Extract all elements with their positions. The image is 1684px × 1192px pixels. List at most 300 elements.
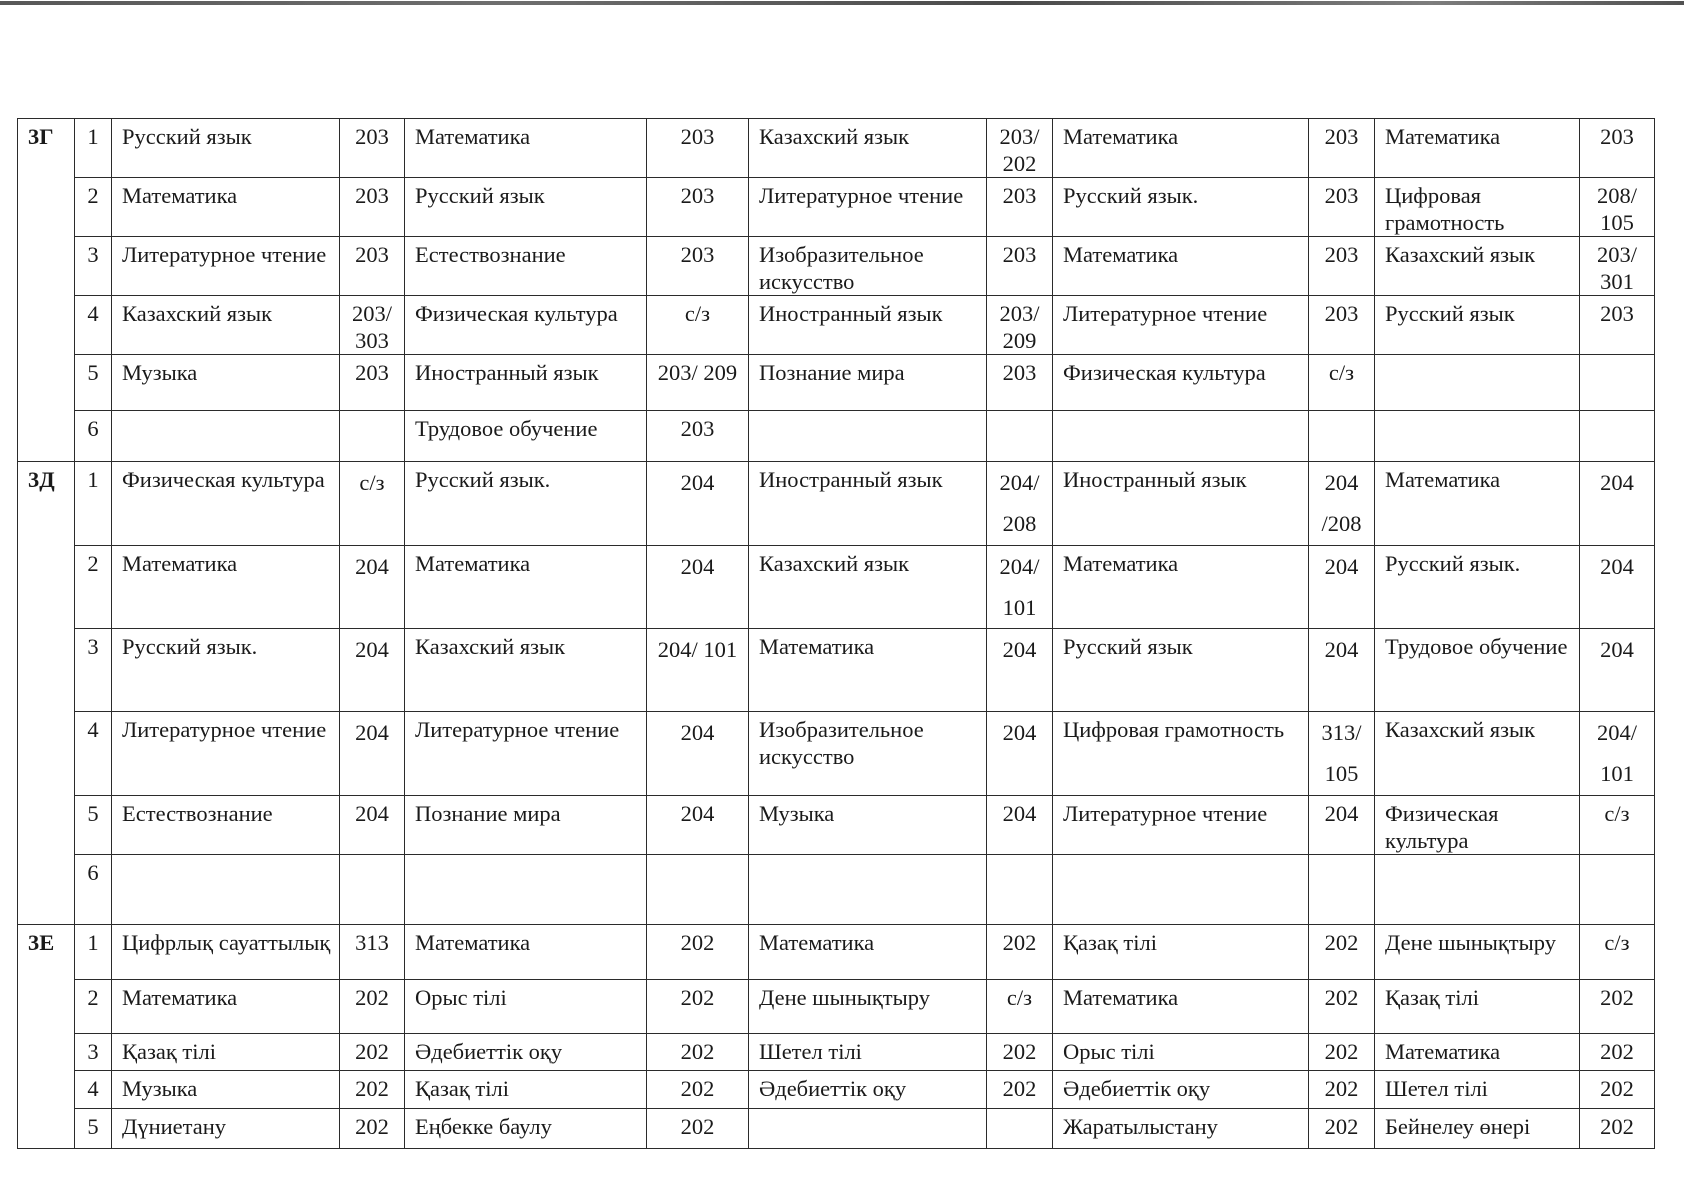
subject (405, 855, 646, 859)
room-number: 204 (1002, 637, 1037, 662)
lesson-number-cell (75, 178, 112, 237)
subject: Математика (759, 634, 875, 659)
lesson-row (18, 355, 1655, 411)
subject-cell (405, 796, 647, 855)
subject: Жаратылыстану (1063, 1114, 1218, 1139)
subject: Дене шынықтыру (759, 985, 930, 1010)
subject: Казахский язык (759, 124, 910, 149)
lesson-row (18, 1071, 1655, 1109)
room-number: 203 (355, 242, 389, 267)
room-number: 202 (355, 1039, 389, 1064)
room-cell (340, 1109, 405, 1149)
room-cell (340, 237, 405, 296)
room-cell (340, 712, 405, 796)
room-cell (987, 411, 1053, 462)
room-cell (1580, 1034, 1655, 1071)
room-number (1309, 411, 1374, 415)
scan-edge-line (0, 1, 1684, 5)
subject-cell (1053, 925, 1309, 980)
room-cell (1580, 796, 1655, 855)
subject: Изобразительное искусство (759, 717, 924, 769)
subject: Орыс тілі (1063, 1039, 1155, 1064)
room-number: 202 (355, 1076, 389, 1101)
room-number: 203 (355, 360, 389, 385)
room-cell (1580, 178, 1655, 237)
subject-cell (1375, 712, 1580, 796)
lesson-number: 6 (87, 860, 99, 885)
subject-cell (112, 237, 340, 296)
room-cell (1580, 855, 1655, 925)
subject-cell (749, 178, 987, 237)
room-number: 202 (1324, 985, 1359, 1010)
room-cell (340, 925, 405, 980)
lesson-number: 5 (87, 360, 99, 385)
room-number: 203 (1002, 183, 1037, 208)
subject-cell (749, 796, 987, 855)
room-cell (987, 237, 1053, 296)
room-cell (1580, 546, 1655, 629)
class-name-cell (18, 925, 75, 1149)
timetable-body (18, 119, 1655, 1149)
subject-cell (405, 237, 647, 296)
room-number: 202 (1600, 985, 1634, 1010)
room-number: с/з (1604, 801, 1630, 826)
room-cell (1309, 355, 1375, 411)
subject: Математика (415, 124, 531, 149)
subject-cell (749, 1071, 987, 1109)
room-cell (987, 855, 1053, 925)
lesson-number: 4 (87, 301, 99, 326)
room-cell (647, 119, 749, 178)
room-cell (1309, 237, 1375, 296)
room-number: 203 (1600, 301, 1634, 326)
subject-cell (1053, 1034, 1309, 1071)
subject: Цифровая грамотность (1385, 183, 1505, 235)
subject-cell (405, 925, 647, 980)
lesson-row (18, 796, 1655, 855)
room-number: 204 (1324, 801, 1359, 826)
subject-cell (405, 1109, 647, 1149)
room-number: 203 (1324, 183, 1359, 208)
subject: Физическая культура (415, 301, 618, 326)
lesson-number: 4 (87, 1076, 99, 1101)
subject-cell (1053, 119, 1309, 178)
room-cell (1309, 980, 1375, 1034)
subject-cell (405, 119, 647, 178)
subject: Естествознание (415, 242, 566, 267)
subject-cell (1375, 119, 1580, 178)
subject-cell (405, 178, 647, 237)
subject-cell (112, 178, 340, 237)
subject: Қазақ тілі (1063, 930, 1157, 955)
subject-cell (1375, 855, 1580, 925)
room-cell (647, 546, 749, 629)
subject: Музыка (759, 801, 835, 826)
subject-cell (749, 855, 987, 925)
room-number: 203/ 301 (1596, 242, 1637, 294)
room-number: 202 (680, 1039, 715, 1064)
subject: Музыка (122, 360, 198, 385)
subject-cell (112, 546, 340, 629)
subject: Әдебиеттік оқу (1063, 1076, 1211, 1101)
room-number: с/з (1328, 360, 1355, 385)
subject: Еңбекке баулу (415, 1114, 552, 1139)
subject-cell (112, 119, 340, 178)
room-cell (647, 237, 749, 296)
class-name: 3Е (28, 930, 55, 955)
subject-cell (1375, 980, 1580, 1034)
room-number: 202 (680, 1076, 715, 1101)
subject-cell (112, 925, 340, 980)
subject (1053, 855, 1308, 859)
room-number: 204 (355, 720, 389, 745)
subject-cell (405, 296, 647, 355)
room-number: 203/ 202 (999, 124, 1040, 176)
room-cell (647, 1034, 749, 1071)
room-number: 208/ 105 (1596, 183, 1637, 235)
room-number: 202 (1600, 1114, 1634, 1139)
subject-cell (749, 1034, 987, 1071)
lesson-row (18, 980, 1655, 1034)
subject-cell (749, 462, 987, 546)
room-cell (1309, 629, 1375, 712)
subject-cell (1053, 629, 1309, 712)
subject-cell (1053, 855, 1309, 925)
subject: Иностранный язык (759, 467, 943, 492)
room-cell (340, 980, 405, 1034)
lesson-number-cell (75, 1034, 112, 1071)
room-number: 203 (355, 183, 389, 208)
subject-cell (405, 1071, 647, 1109)
subject-cell (112, 796, 340, 855)
room-cell (1309, 1034, 1375, 1071)
subject: Математика (1063, 985, 1179, 1010)
room-number: 204 (355, 801, 389, 826)
room-number (340, 855, 404, 859)
subject: Физическая культура (122, 467, 325, 492)
subject-cell (749, 119, 987, 178)
subject: Дене шынықтыру (1385, 930, 1556, 955)
subject: Литературное чтение (1063, 301, 1268, 326)
subject: Математика (122, 985, 238, 1010)
room-number: 203 (680, 124, 715, 149)
subject-cell (112, 1034, 340, 1071)
lesson-number: 6 (87, 416, 99, 441)
room-cell (1309, 178, 1375, 237)
room-number: 202 (355, 985, 389, 1010)
room-cell (647, 796, 749, 855)
room-number: 204/ 101 (657, 637, 738, 662)
room-number: 203/ 209 (657, 360, 738, 385)
room-number: 204 (1600, 554, 1634, 579)
subject-cell (112, 855, 340, 925)
subject: Математика (1385, 1039, 1501, 1064)
subject: Шетел тілі (1385, 1076, 1488, 1101)
subject-cell (1053, 355, 1309, 411)
room-cell (647, 980, 749, 1034)
room-cell (647, 296, 749, 355)
subject-cell (1053, 980, 1309, 1034)
class-name: 3Г (28, 124, 54, 149)
subject: Дүниетану (122, 1114, 227, 1139)
room-number: 203/ 303 (351, 301, 392, 353)
subject: Математика (122, 183, 238, 208)
subject-cell (1375, 462, 1580, 546)
subject (1375, 855, 1579, 859)
subject-cell (749, 296, 987, 355)
timetable (17, 118, 1655, 1149)
room-number: 204/ 208 (999, 470, 1040, 536)
room-number: 203 (1002, 360, 1037, 385)
subject: Музыка (122, 1076, 198, 1101)
subject-cell (1375, 1071, 1580, 1109)
room-cell (1580, 712, 1655, 796)
room-number: 202 (680, 1114, 715, 1139)
room-number: 204/ 101 (1596, 720, 1637, 786)
room-number: 313 (355, 930, 389, 955)
subject-cell (1053, 462, 1309, 546)
room-number: 204/ 101 (999, 554, 1040, 620)
room-number: 202 (1324, 930, 1359, 955)
lesson-number: 2 (87, 183, 99, 208)
subject: Математика (122, 551, 238, 576)
subject-cell (405, 980, 647, 1034)
subject: Познание мира (415, 801, 561, 826)
lesson-row (18, 462, 1655, 546)
room-cell (647, 712, 749, 796)
subject: Литературное чтение (1063, 801, 1268, 826)
subject-cell (1053, 546, 1309, 629)
lesson-number-cell (75, 355, 112, 411)
room-cell (340, 411, 405, 462)
room-cell (1309, 796, 1375, 855)
room-number (987, 411, 1052, 415)
room-cell (987, 1109, 1053, 1149)
subject-cell (112, 411, 340, 462)
room-number: 204 /208 (1321, 470, 1362, 536)
subject: Естествознание (122, 801, 273, 826)
subject-cell (405, 629, 647, 712)
room-cell (1309, 1071, 1375, 1109)
room-cell (1309, 462, 1375, 546)
subject (1375, 411, 1579, 415)
subject-cell (749, 629, 987, 712)
room-cell (340, 629, 405, 712)
lesson-row (18, 546, 1655, 629)
room-cell (1580, 1109, 1655, 1149)
subject-cell (405, 855, 647, 925)
subject-cell (1375, 355, 1580, 411)
room-number: 202 (355, 1114, 389, 1139)
room-cell (647, 411, 749, 462)
lesson-number-cell (75, 237, 112, 296)
subject: Иностранный язык (759, 301, 943, 326)
lesson-number-cell (75, 855, 112, 925)
room-cell (1580, 355, 1655, 411)
lesson-number: 1 (87, 930, 99, 955)
room-number: 203 (1324, 124, 1359, 149)
room-cell (987, 462, 1053, 546)
room-cell (340, 355, 405, 411)
lesson-number-cell (75, 1109, 112, 1149)
room-cell (340, 119, 405, 178)
subject-cell (405, 1034, 647, 1071)
room-cell (987, 1034, 1053, 1071)
subject-cell (1375, 796, 1580, 855)
lesson-row (18, 1109, 1655, 1149)
room-cell (1309, 712, 1375, 796)
room-number: 202 (1324, 1114, 1359, 1139)
room-cell (987, 355, 1053, 411)
subject-cell (749, 1109, 987, 1149)
subject: Математика (415, 551, 531, 576)
lesson-number-cell (75, 796, 112, 855)
room-number (647, 855, 748, 859)
subject-cell (1053, 237, 1309, 296)
subject: Русский язык (1385, 301, 1515, 326)
subject-cell (1375, 296, 1580, 355)
room-number: 204 (1324, 554, 1359, 579)
lesson-number-cell (75, 1071, 112, 1109)
subject: Цифровая грамотность (1063, 717, 1285, 742)
room-cell (1580, 462, 1655, 546)
subject-cell (405, 546, 647, 629)
room-cell (1309, 411, 1375, 462)
room-cell (1309, 925, 1375, 980)
lesson-number: 1 (87, 467, 99, 492)
subject (112, 411, 339, 415)
room-cell (987, 119, 1053, 178)
room-cell (1309, 855, 1375, 925)
room-cell (1580, 237, 1655, 296)
subject: Физическая культура (1063, 360, 1266, 385)
subject: Иностранный язык (415, 360, 599, 385)
subject: Бейнелеу өнері (1385, 1114, 1531, 1139)
subject-cell (405, 462, 647, 546)
lesson-number: 3 (87, 634, 99, 659)
subject: Казахский язык (759, 551, 910, 576)
room-cell (340, 546, 405, 629)
subject-cell (1053, 796, 1309, 855)
subject: Қазақ тілі (122, 1039, 216, 1064)
subject: Казахский язык (1385, 717, 1536, 742)
lesson-number: 5 (87, 801, 99, 826)
subject-cell (405, 411, 647, 462)
room-number: 204 (355, 554, 389, 579)
room-number: 202 (680, 930, 715, 955)
lesson-number: 4 (87, 717, 99, 742)
room-cell (647, 355, 749, 411)
room-cell (1580, 925, 1655, 980)
lesson-number: 3 (87, 1039, 99, 1064)
room-number: 203 (680, 183, 715, 208)
subject: Қазақ тілі (415, 1076, 509, 1101)
subject-cell (112, 462, 340, 546)
subject-cell (1053, 1109, 1309, 1149)
subject-cell (1375, 629, 1580, 712)
subject: Казахский язык (415, 634, 566, 659)
room-cell (647, 855, 749, 925)
subject (1053, 411, 1308, 415)
room-number (1309, 855, 1374, 859)
subject-cell (1053, 411, 1309, 462)
subject: Русский язык (1063, 634, 1193, 659)
lesson-number-cell (75, 712, 112, 796)
class-name-cell (18, 119, 75, 462)
subject-cell (1375, 925, 1580, 980)
room-number (987, 1109, 1052, 1113)
lesson-number: 3 (87, 242, 99, 267)
subject: Әдебиеттік оқу (759, 1076, 907, 1101)
subject: Русский язык. (1063, 183, 1199, 208)
room-cell (340, 796, 405, 855)
subject: Әдебиеттік оқу (415, 1039, 563, 1064)
room-cell (340, 855, 405, 925)
subject: Математика (759, 930, 875, 955)
room-cell (647, 462, 749, 546)
room-number: 204 (680, 470, 715, 495)
subject: Русский язык (415, 183, 545, 208)
room-cell (987, 712, 1053, 796)
room-number: с/з (1006, 985, 1033, 1010)
subject: Математика (1385, 467, 1501, 492)
room-number: 203 (1324, 301, 1359, 326)
subject: Физическая культура (1385, 801, 1499, 853)
subject-cell (749, 411, 987, 462)
subject: Қазақ тілі (1385, 985, 1479, 1010)
subject-cell (112, 1071, 340, 1109)
subject-cell (749, 355, 987, 411)
room-cell (987, 296, 1053, 355)
lesson-number: 2 (87, 551, 99, 576)
room-number: 204 (680, 554, 715, 579)
subject (112, 855, 339, 859)
room-number: 202 (680, 985, 715, 1010)
lesson-row (18, 629, 1655, 712)
room-cell (1309, 119, 1375, 178)
lesson-row (18, 411, 1655, 462)
lesson-row (18, 712, 1655, 796)
lesson-number: 1 (87, 124, 99, 149)
subject: Русский язык. (415, 467, 551, 492)
subject: Казахский язык (122, 301, 273, 326)
lesson-number: 5 (87, 1114, 99, 1139)
subject (1375, 355, 1579, 359)
room-cell (987, 1071, 1053, 1109)
subject: Математика (1063, 242, 1179, 267)
subject-cell (1053, 712, 1309, 796)
room-number (1580, 355, 1654, 359)
room-cell (1580, 296, 1655, 355)
lesson-number: 2 (87, 985, 99, 1010)
lesson-number-cell (75, 119, 112, 178)
room-cell (340, 178, 405, 237)
lesson-row (18, 1034, 1655, 1071)
subject: Трудовое обучение (1385, 634, 1568, 659)
subject-cell (112, 712, 340, 796)
lesson-number-cell (75, 546, 112, 629)
subject: Математика (1063, 124, 1179, 149)
room-number: 202 (1002, 1039, 1037, 1064)
lesson-row (18, 296, 1655, 355)
room-number: с/з (359, 470, 385, 495)
room-cell (340, 296, 405, 355)
room-cell (1309, 1109, 1375, 1149)
room-cell (1580, 119, 1655, 178)
room-cell (987, 178, 1053, 237)
subject-cell (749, 980, 987, 1034)
room-number: 202 (1600, 1039, 1634, 1064)
